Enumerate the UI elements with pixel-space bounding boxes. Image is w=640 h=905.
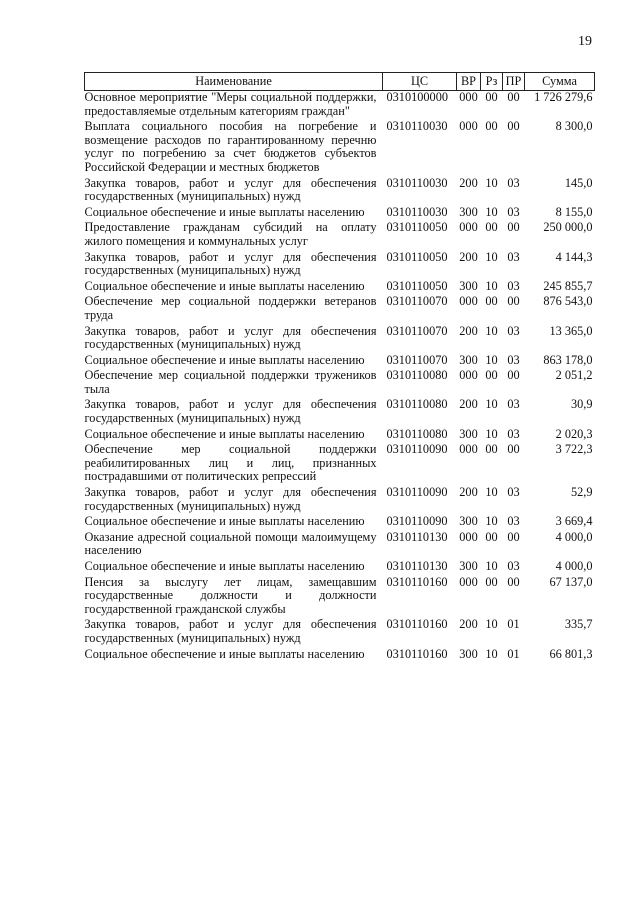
cell-pr: 03 bbox=[507, 204, 520, 219]
cell-pr: 03 bbox=[507, 249, 520, 264]
cell-sum: 3 722,3 bbox=[555, 442, 593, 457]
cell-pr: 01 bbox=[507, 617, 520, 632]
table-row bbox=[85, 369, 595, 398]
cell-cs: 0310110080 bbox=[386, 368, 448, 383]
cell-vr: 200 bbox=[459, 397, 478, 412]
cell-cs: 0310110090 bbox=[386, 514, 448, 529]
cell-cs: 0310110070 bbox=[386, 352, 448, 367]
cell-sum: 8 155,0 bbox=[555, 204, 593, 219]
cell-name: Обеспечение мер социальной поддержки реабилитированных лиц и лиц, признанных пострадавшими от политических репрессий bbox=[84, 442, 377, 484]
cell-sum: 4 144,3 bbox=[555, 249, 593, 264]
cell-pr: 03 bbox=[507, 352, 520, 367]
cell-rz: 10 bbox=[485, 426, 498, 441]
cell-sum: 863 178,0 bbox=[543, 352, 593, 367]
table-row bbox=[85, 398, 595, 427]
cell-pr: 03 bbox=[507, 485, 520, 500]
cell-sum: 67 137,0 bbox=[549, 574, 593, 589]
cell-vr: 300 bbox=[459, 646, 478, 661]
cell-name: Закупка товаров, работ и услуг для обеспечения государственных (муниципальных) нужд bbox=[84, 323, 377, 352]
cell-rz: 00 bbox=[485, 119, 498, 134]
cell-name: Обеспечение мер социальной поддержки ветеранов труда bbox=[84, 294, 377, 322]
cell-name: Закупка товаров, работ и услуг для обеспечения государственных (муниципальных) нужд bbox=[84, 485, 377, 513]
cell-rz: 00 bbox=[485, 294, 498, 309]
table-body bbox=[85, 91, 595, 664]
cell-name: Закупка товаров, работ и услуг для обеспечения государственных (муниципальных) нужд bbox=[84, 617, 377, 645]
cell-cs: 0310110080 bbox=[386, 397, 448, 412]
cell-cs: 0310110130 bbox=[386, 559, 448, 573]
table-row bbox=[85, 648, 595, 664]
cell-sum: 3 669,4 bbox=[555, 514, 593, 529]
cell-pr: 00 bbox=[507, 442, 520, 457]
budget-table bbox=[84, 72, 595, 663]
cell-vr: 300 bbox=[459, 514, 478, 529]
header-sum: Сумма bbox=[525, 73, 595, 91]
cell-cs: 0310110130 bbox=[386, 529, 448, 544]
cell-rz: 10 bbox=[485, 175, 498, 190]
table-row bbox=[85, 443, 595, 486]
table-row bbox=[85, 295, 595, 324]
table-row bbox=[85, 618, 595, 647]
table-row bbox=[85, 531, 595, 560]
cell-pr: 01 bbox=[507, 646, 520, 661]
cell-vr: 000 bbox=[459, 368, 478, 383]
table-row bbox=[85, 428, 595, 444]
cell-pr: 00 bbox=[507, 368, 520, 383]
cell-name: Выплата социального пособия на погребение и возмещение расходов по гарантированному перечню услуг по погребению за счет бюджетов субъектов Российской Федерации и местных бюджетов bbox=[84, 119, 377, 174]
cell-cs: 0310110160 bbox=[386, 574, 448, 589]
cell-vr: 300 bbox=[459, 278, 478, 293]
cell-sum: 52,9 bbox=[570, 485, 593, 500]
cell-vr: 200 bbox=[459, 617, 478, 632]
cell-rz: 10 bbox=[485, 559, 498, 573]
cell-sum: 30,9 bbox=[570, 397, 593, 412]
cell-cs: 0310110030 bbox=[386, 119, 448, 134]
cell-name: Оказание адресной социальной помощи малоимущему населению bbox=[84, 529, 377, 558]
cell-name: Закупка товаров, работ и услуг для обеспечения государственных (муниципальных) нужд bbox=[84, 397, 377, 426]
cell-cs: 0310110080 bbox=[386, 426, 448, 441]
cell-rz: 10 bbox=[485, 646, 498, 661]
header-cs: ЦС bbox=[383, 73, 457, 91]
cell-pr: 03 bbox=[507, 559, 520, 573]
cell-sum: 66 801,3 bbox=[549, 646, 593, 661]
cell-rz: 10 bbox=[485, 352, 498, 367]
cell-vr: 200 bbox=[459, 249, 478, 264]
cell-vr: 300 bbox=[459, 426, 478, 441]
cell-cs: 0310110090 bbox=[386, 485, 448, 500]
cell-vr: 200 bbox=[459, 323, 478, 338]
cell-vr: 300 bbox=[459, 204, 478, 219]
table-row bbox=[85, 576, 595, 619]
cell-cs: 0310110070 bbox=[386, 294, 448, 309]
cell-cs: 0310110160 bbox=[386, 617, 448, 632]
page-number: 19 bbox=[578, 34, 592, 49]
cell-name: Пенсия за выслугу лет лицам, замещавшим государственные должности и должности государственной гражданской службы bbox=[84, 574, 377, 616]
cell-vr: 000 bbox=[459, 574, 478, 589]
cell-pr: 00 bbox=[507, 90, 520, 104]
cell-sum: 2 051,2 bbox=[555, 368, 593, 383]
table-header-row bbox=[85, 73, 595, 91]
cell-rz: 10 bbox=[485, 485, 498, 500]
cell-cs: 0310110160 bbox=[386, 646, 448, 661]
cell-rz: 00 bbox=[485, 368, 498, 383]
cell-rz: 00 bbox=[485, 442, 498, 457]
cell-cs: 0310110050 bbox=[386, 278, 448, 293]
table-row bbox=[85, 325, 595, 354]
table-row bbox=[85, 354, 595, 370]
cell-sum: 13 365,0 bbox=[549, 323, 593, 338]
cell-rz: 10 bbox=[485, 204, 498, 219]
cell-name: Социальное обеспечение и иные выплаты населению bbox=[84, 559, 365, 573]
cell-cs: 0310110050 bbox=[386, 249, 448, 264]
cell-pr: 03 bbox=[507, 514, 520, 529]
cell-vr: 300 bbox=[459, 352, 478, 367]
cell-pr: 00 bbox=[507, 574, 520, 589]
table-row bbox=[85, 91, 595, 121]
cell-name: Закупка товаров, работ и услуг для обеспечения государственных (муниципальных) нужд bbox=[84, 175, 377, 204]
header-rz: Рз bbox=[481, 73, 503, 91]
cell-rz: 00 bbox=[485, 220, 498, 235]
cell-sum: 876 543,0 bbox=[543, 294, 593, 309]
cell-rz: 00 bbox=[485, 574, 498, 589]
cell-sum: 8 300,0 bbox=[555, 119, 593, 134]
table-row bbox=[85, 221, 595, 250]
header-pr: ПР bbox=[503, 73, 525, 91]
cell-name: Предоставление гражданам субсидий на оплату жилого помещения и коммунальных услуг bbox=[84, 220, 377, 248]
cell-pr: 00 bbox=[507, 220, 520, 235]
table-row bbox=[85, 177, 595, 206]
cell-rz: 00 bbox=[485, 529, 498, 544]
cell-cs: 0310110030 bbox=[386, 175, 448, 190]
cell-vr: 300 bbox=[459, 559, 478, 573]
cell-pr: 03 bbox=[507, 278, 520, 293]
cell-vr: 000 bbox=[459, 90, 478, 104]
table-row bbox=[85, 251, 595, 280]
cell-rz: 00 bbox=[485, 90, 498, 104]
cell-cs: 0310110070 bbox=[386, 323, 448, 338]
cell-vr: 000 bbox=[459, 220, 478, 235]
cell-sum: 145,0 bbox=[564, 175, 593, 190]
cell-vr: 000 bbox=[459, 529, 478, 544]
cell-pr: 03 bbox=[507, 323, 520, 338]
cell-pr: 00 bbox=[507, 529, 520, 544]
cell-vr: 000 bbox=[459, 442, 478, 457]
cell-sum: 4 000,0 bbox=[555, 559, 593, 573]
cell-name: Социальное обеспечение и иные выплаты населению bbox=[84, 426, 365, 441]
cell-name: Социальное обеспечение и иные выплаты населению bbox=[84, 278, 365, 293]
cell-pr: 03 bbox=[507, 426, 520, 441]
cell-cs: 0310110030 bbox=[386, 204, 448, 219]
cell-name: Основное мероприятие "Меры социальной поддержки, предоставляемые отдельным категориям граждан" bbox=[84, 90, 377, 118]
table-row bbox=[85, 280, 595, 296]
cell-pr: 03 bbox=[507, 397, 520, 412]
cell-rz: 10 bbox=[485, 323, 498, 338]
cell-name: Обеспечение мер социальной поддержки тружеников тыла bbox=[84, 368, 377, 396]
table-row bbox=[85, 206, 595, 222]
cell-sum: 4 000,0 bbox=[555, 529, 593, 544]
cell-cs: 0310110050 bbox=[386, 220, 448, 235]
cell-name: Закупка товаров, работ и услуг для обеспечения государственных (муниципальных) нужд bbox=[84, 249, 377, 278]
table-row bbox=[85, 120, 595, 176]
cell-rz: 10 bbox=[485, 278, 498, 293]
cell-vr: 000 bbox=[459, 119, 478, 134]
table-row bbox=[85, 486, 595, 515]
cell-vr: 200 bbox=[459, 175, 478, 190]
header-name: Наименование bbox=[85, 73, 383, 91]
cell-vr: 200 bbox=[459, 485, 478, 500]
cell-rz: 10 bbox=[485, 397, 498, 412]
cell-sum: 250 000,0 bbox=[543, 220, 593, 235]
cell-sum: 1 726 279,6 bbox=[534, 90, 593, 104]
cell-pr: 00 bbox=[507, 119, 520, 134]
cell-sum: 335,7 bbox=[564, 617, 593, 632]
cell-sum: 245 855,7 bbox=[543, 278, 593, 293]
cell-name: Социальное обеспечение и иные выплаты населению bbox=[84, 646, 365, 661]
cell-rz: 10 bbox=[485, 514, 498, 529]
cell-cs: 0310110090 bbox=[386, 442, 448, 457]
cell-cs: 0310100000 bbox=[386, 90, 448, 104]
cell-pr: 00 bbox=[507, 294, 520, 309]
cell-name: Социальное обеспечение и иные выплаты населению bbox=[84, 204, 365, 219]
table-row bbox=[85, 515, 595, 531]
cell-name: Социальное обеспечение и иные выплаты населению bbox=[84, 514, 365, 529]
cell-sum: 2 020,3 bbox=[555, 426, 593, 441]
cell-name: Социальное обеспечение и иные выплаты населению bbox=[84, 352, 365, 367]
cell-pr: 03 bbox=[507, 175, 520, 190]
cell-vr: 000 bbox=[459, 294, 478, 309]
cell-rz: 10 bbox=[485, 249, 498, 264]
table-row bbox=[85, 560, 595, 576]
cell-rz: 10 bbox=[485, 617, 498, 632]
header-vr: ВР bbox=[457, 73, 481, 91]
